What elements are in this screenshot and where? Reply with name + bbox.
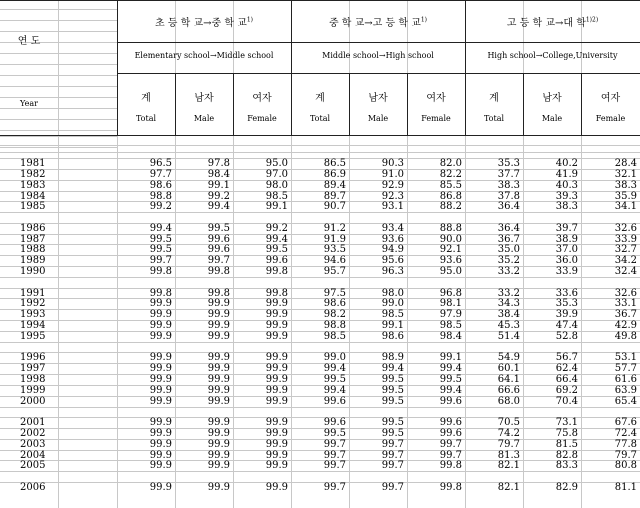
value-cell: 94.6 bbox=[323, 255, 346, 267]
subcol-female-english: Female bbox=[421, 114, 451, 123]
value-cell: 82.1 bbox=[497, 460, 520, 472]
value-cell: 99.5 bbox=[149, 233, 172, 245]
value-cell: 99.1 bbox=[207, 179, 230, 191]
value-cell: 33.9 bbox=[614, 233, 637, 245]
value-cell: 99.5 bbox=[439, 373, 462, 385]
value-cell: 96.3 bbox=[381, 266, 404, 278]
value-cell: 99.5 bbox=[381, 384, 404, 396]
value-cell: 99.9 bbox=[149, 330, 172, 342]
value-cell: 32.6 bbox=[614, 287, 637, 299]
value-cell: 99.8 bbox=[439, 460, 462, 472]
year-cell: 2005 bbox=[20, 460, 46, 472]
value-cell: 98.6 bbox=[323, 298, 346, 310]
value-cell: 88.8 bbox=[439, 222, 462, 234]
year-cell: 1998 bbox=[20, 373, 46, 385]
value-cell: 99.4 bbox=[439, 384, 462, 396]
value-cell: 99.4 bbox=[439, 363, 462, 375]
value-cell: 99.9 bbox=[265, 363, 288, 375]
value-cell: 99.9 bbox=[207, 417, 230, 428]
value-cell: 98.6 bbox=[149, 179, 172, 191]
value-cell: 99.2 bbox=[149, 201, 172, 213]
value-cell: 99.5 bbox=[323, 427, 346, 439]
value-cell: 99.9 bbox=[265, 460, 288, 472]
value-cell: 99.4 bbox=[323, 384, 346, 396]
value-cell: 90.7 bbox=[323, 201, 346, 213]
value-cell: 38.9 bbox=[555, 233, 578, 245]
value-cell: 93.6 bbox=[381, 233, 404, 245]
value-cell: 70.5 bbox=[497, 417, 520, 428]
value-cell: 40.2 bbox=[555, 158, 578, 169]
value-cell: 72.4 bbox=[614, 427, 637, 439]
subcol-female-english: Female bbox=[247, 114, 277, 123]
group-header-high-english: High school→College,University bbox=[487, 51, 618, 60]
value-cell: 98.9 bbox=[381, 352, 404, 364]
value-cell: 80.8 bbox=[614, 460, 637, 472]
value-cell: 86.8 bbox=[439, 190, 462, 202]
subcol-total-korean: 계 bbox=[141, 93, 151, 104]
value-cell: 99.9 bbox=[149, 320, 172, 332]
value-cell: 99.9 bbox=[149, 384, 172, 396]
value-cell: 82.8 bbox=[555, 449, 578, 461]
value-cell: 64.1 bbox=[497, 373, 520, 385]
value-cell: 93.1 bbox=[381, 201, 404, 213]
value-cell: 99.9 bbox=[149, 449, 172, 461]
value-cell: 74.2 bbox=[497, 427, 520, 439]
value-cell: 66.6 bbox=[497, 384, 520, 396]
value-cell: 98.4 bbox=[207, 168, 230, 180]
value-cell: 96.8 bbox=[439, 287, 462, 299]
year-cell: 1992 bbox=[20, 298, 46, 310]
value-cell: 28.4 bbox=[614, 158, 637, 169]
subcol-male-korean: 남자 bbox=[368, 93, 388, 104]
value-cell: 97.0 bbox=[265, 168, 288, 180]
value-cell: 97.8 bbox=[207, 158, 230, 169]
value-cell: 99.9 bbox=[265, 438, 288, 450]
value-cell: 38.3 bbox=[614, 179, 637, 191]
value-cell: 79.7 bbox=[497, 438, 520, 450]
value-cell: 99.9 bbox=[149, 460, 172, 472]
value-cell: 89.4 bbox=[323, 179, 346, 191]
value-cell: 99.5 bbox=[207, 222, 230, 234]
value-cell: 33.2 bbox=[497, 287, 520, 299]
value-cell: 99.9 bbox=[265, 481, 288, 493]
year-cell: 1981 bbox=[20, 158, 46, 169]
value-cell: 35.3 bbox=[497, 158, 520, 169]
value-cell: 99.6 bbox=[439, 417, 462, 428]
value-cell: 98.5 bbox=[381, 309, 404, 321]
value-cell: 34.1 bbox=[614, 201, 637, 213]
value-cell: 81.5 bbox=[555, 438, 578, 450]
value-cell: 95.7 bbox=[323, 266, 346, 278]
value-cell: 39.7 bbox=[555, 222, 578, 234]
value-cell: 98.4 bbox=[439, 330, 462, 342]
value-cell: 54.9 bbox=[497, 352, 520, 364]
year-cell: 1984 bbox=[20, 190, 46, 202]
value-cell: 97.5 bbox=[323, 287, 346, 299]
value-cell: 93.4 bbox=[381, 222, 404, 234]
value-cell: 99.4 bbox=[149, 222, 172, 234]
value-cell: 99.9 bbox=[149, 363, 172, 375]
value-cell: 63.9 bbox=[614, 384, 637, 396]
value-cell: 56.7 bbox=[555, 352, 578, 364]
value-cell: 90.0 bbox=[439, 233, 462, 245]
year-cell: 1987 bbox=[20, 233, 46, 245]
value-cell: 33.1 bbox=[614, 298, 637, 310]
subcol-female-korean: 여자 bbox=[426, 93, 446, 104]
value-cell: 35.3 bbox=[555, 298, 578, 310]
value-cell: 99.7 bbox=[323, 481, 346, 493]
year-cell: 1989 bbox=[20, 255, 46, 267]
value-cell: 99.7 bbox=[381, 460, 404, 472]
value-cell: 99.9 bbox=[149, 352, 172, 364]
value-cell: 98.8 bbox=[323, 320, 346, 332]
value-cell: 99.7 bbox=[323, 460, 346, 472]
value-cell: 52.8 bbox=[555, 330, 578, 342]
value-cell: 99.7 bbox=[439, 438, 462, 450]
value-cell: 99.9 bbox=[265, 449, 288, 461]
group-header-middle-english: Middle school→High school bbox=[322, 51, 434, 60]
value-cell: 99.9 bbox=[265, 427, 288, 439]
year-cell: 2000 bbox=[20, 395, 46, 407]
value-cell: 82.2 bbox=[439, 168, 462, 180]
subcol-male-english: Male bbox=[367, 114, 389, 123]
year-cell: 1983 bbox=[20, 179, 46, 191]
subcol-male-english: Male bbox=[541, 114, 563, 123]
value-cell: 41.9 bbox=[555, 168, 578, 180]
value-cell: 96.5 bbox=[149, 158, 172, 169]
value-cell: 98.0 bbox=[381, 287, 404, 299]
subcol-total-english: Total bbox=[483, 114, 505, 123]
value-cell: 57.7 bbox=[614, 363, 637, 375]
value-cell: 99.7 bbox=[323, 449, 346, 461]
value-cell: 91.0 bbox=[381, 168, 404, 180]
value-cell: 35.9 bbox=[614, 190, 637, 202]
value-cell: 73.1 bbox=[555, 417, 578, 428]
value-cell: 99.8 bbox=[207, 287, 230, 299]
value-cell: 99.6 bbox=[323, 395, 346, 407]
value-cell: 92.9 bbox=[381, 179, 404, 191]
year-cell: 1990 bbox=[20, 266, 46, 278]
value-cell: 83.3 bbox=[555, 460, 578, 472]
year-header-english: Year bbox=[20, 99, 38, 108]
subcol-total-english: Total bbox=[135, 114, 157, 123]
value-cell: 32.1 bbox=[614, 168, 637, 180]
year-cell: 1994 bbox=[20, 320, 46, 332]
value-cell: 99.8 bbox=[149, 287, 172, 299]
value-cell: 99.9 bbox=[149, 438, 172, 450]
value-cell: 37.8 bbox=[497, 190, 520, 202]
value-cell: 66.4 bbox=[555, 373, 578, 385]
subcol-male-korean: 남자 bbox=[194, 93, 214, 104]
value-cell: 68.0 bbox=[497, 395, 520, 407]
value-cell: 99.9 bbox=[149, 417, 172, 428]
year-cell: 2006 bbox=[20, 481, 46, 493]
year-cell: 1986 bbox=[20, 222, 46, 234]
year-cell: 1982 bbox=[20, 168, 46, 180]
value-cell: 99.4 bbox=[207, 201, 230, 213]
value-cell: 94.9 bbox=[381, 244, 404, 256]
subcol-female-korean: 여자 bbox=[252, 93, 272, 104]
value-cell: 99.2 bbox=[265, 222, 288, 234]
value-cell: 99.9 bbox=[265, 384, 288, 396]
subcol-total-english: Total bbox=[309, 114, 331, 123]
year-cell: 1996 bbox=[20, 352, 46, 364]
value-cell: 33.9 bbox=[555, 266, 578, 278]
value-cell: 86.9 bbox=[323, 168, 346, 180]
value-cell: 99.0 bbox=[381, 298, 404, 310]
value-cell: 99.9 bbox=[149, 373, 172, 385]
value-cell: 97.9 bbox=[439, 309, 462, 321]
value-cell: 99.9 bbox=[207, 309, 230, 321]
value-cell: 38.3 bbox=[497, 179, 520, 191]
value-cell: 99.5 bbox=[381, 373, 404, 385]
value-cell: 93.6 bbox=[439, 255, 462, 267]
value-cell: 98.0 bbox=[265, 179, 288, 191]
value-cell: 99.9 bbox=[207, 395, 230, 407]
year-cell: 2002 bbox=[20, 427, 46, 439]
value-cell: 99.5 bbox=[381, 395, 404, 407]
value-cell: 98.5 bbox=[265, 190, 288, 202]
value-cell: 36.0 bbox=[555, 255, 578, 267]
group-header-elementary-korean: 초 등 학 교→중 학 교$^{1)}$ bbox=[154, 16, 254, 29]
value-cell: 42.9 bbox=[614, 320, 637, 332]
subcol-male-english: Male bbox=[193, 114, 215, 123]
value-cell: 99.9 bbox=[149, 395, 172, 407]
value-cell: 99.9 bbox=[207, 384, 230, 396]
value-cell: 60.1 bbox=[497, 363, 520, 375]
value-cell: 99.8 bbox=[439, 481, 462, 493]
group-header-middle-korean: 중 학 교→고 등 학 교$^{1)}$ bbox=[328, 16, 428, 29]
value-cell: 70.4 bbox=[555, 395, 578, 407]
value-cell: 99.6 bbox=[207, 233, 230, 245]
value-cell: 99.4 bbox=[323, 363, 346, 375]
group-header-high-korean: 고 등 학 교→대 학$^{1)2)}$ bbox=[506, 16, 599, 29]
subcol-female-korean: 여자 bbox=[600, 93, 621, 104]
value-cell: 75.8 bbox=[555, 427, 578, 439]
value-cell: 99.7 bbox=[439, 449, 462, 461]
value-cell: 99.9 bbox=[265, 395, 288, 407]
value-cell: 45.3 bbox=[497, 320, 520, 332]
value-cell: 91.2 bbox=[323, 222, 346, 234]
value-cell: 99.8 bbox=[207, 266, 230, 278]
value-cell: 98.2 bbox=[323, 309, 346, 321]
value-cell: 88.2 bbox=[439, 201, 462, 213]
year-cell: 1991 bbox=[20, 287, 46, 299]
value-cell: 99.5 bbox=[381, 427, 404, 439]
value-cell: 99.6 bbox=[439, 395, 462, 407]
value-cell: 99.8 bbox=[265, 266, 288, 278]
value-cell: 35.2 bbox=[497, 255, 520, 267]
year-cell: 1999 bbox=[20, 384, 46, 396]
value-cell: 99.9 bbox=[149, 298, 172, 310]
year-cell: 1985 bbox=[20, 201, 46, 213]
value-cell: 65.4 bbox=[614, 395, 637, 407]
value-cell: 90.3 bbox=[381, 158, 404, 169]
value-cell: 89.7 bbox=[323, 190, 346, 202]
value-cell: 33.2 bbox=[497, 266, 520, 278]
value-cell: 99.9 bbox=[265, 298, 288, 310]
year-cell: 1997 bbox=[20, 363, 46, 375]
value-cell: 95.0 bbox=[439, 266, 462, 278]
value-cell: 82.0 bbox=[439, 158, 462, 169]
value-cell: 35.0 bbox=[497, 244, 520, 256]
value-cell: 95.0 bbox=[265, 158, 288, 169]
value-cell: 36.4 bbox=[497, 222, 520, 234]
value-cell: 99.6 bbox=[265, 255, 288, 267]
value-cell: 99.9 bbox=[207, 363, 230, 375]
value-cell: 69.2 bbox=[555, 384, 578, 396]
value-cell: 86.5 bbox=[323, 158, 346, 169]
value-cell: 99.6 bbox=[439, 427, 462, 439]
value-cell: 32.4 bbox=[614, 266, 637, 278]
value-cell: 99.7 bbox=[149, 255, 172, 267]
subcol-total-korean: 계 bbox=[315, 93, 325, 104]
value-cell: 99.9 bbox=[207, 427, 230, 439]
value-cell: 53.1 bbox=[614, 352, 637, 364]
value-cell: 99.9 bbox=[149, 481, 172, 493]
value-cell: 99.1 bbox=[439, 352, 462, 364]
value-cell: 92.1 bbox=[439, 244, 462, 256]
value-cell: 36.7 bbox=[614, 309, 637, 321]
value-cell: 34.2 bbox=[614, 255, 637, 267]
value-cell: 99.9 bbox=[265, 309, 288, 321]
value-cell: 99.9 bbox=[207, 298, 230, 310]
value-cell: 99.8 bbox=[149, 266, 172, 278]
value-cell: 99.9 bbox=[207, 320, 230, 332]
subcol-female-english: Female bbox=[595, 114, 626, 123]
value-cell: 81.1 bbox=[614, 481, 637, 493]
value-cell: 82.1 bbox=[497, 481, 520, 493]
subcol-total-korean: 계 bbox=[489, 93, 499, 104]
value-cell: 40.3 bbox=[555, 179, 578, 191]
value-cell: 37.0 bbox=[555, 244, 578, 256]
value-cell: 33.6 bbox=[555, 287, 578, 299]
value-cell: 97.7 bbox=[149, 168, 172, 180]
value-cell: 92.3 bbox=[381, 190, 404, 202]
value-cell: 85.5 bbox=[439, 179, 462, 191]
value-cell: 99.7 bbox=[381, 449, 404, 461]
value-cell: 36.4 bbox=[497, 201, 520, 213]
value-cell: 77.8 bbox=[614, 438, 637, 450]
value-cell: 99.6 bbox=[207, 244, 230, 256]
value-cell: 98.6 bbox=[381, 330, 404, 342]
value-cell: 36.7 bbox=[497, 233, 520, 245]
value-cell: 99.5 bbox=[323, 373, 346, 385]
value-cell: 99.9 bbox=[207, 438, 230, 450]
year-cell: 2004 bbox=[20, 449, 46, 461]
value-cell: 34.3 bbox=[497, 298, 520, 310]
value-cell: 62.4 bbox=[555, 363, 578, 375]
value-cell: 91.9 bbox=[323, 233, 346, 245]
value-cell: 99.2 bbox=[207, 190, 230, 202]
value-cell: 99.9 bbox=[265, 330, 288, 342]
value-cell: 99.0 bbox=[323, 352, 346, 364]
year-cell: 1995 bbox=[20, 330, 46, 342]
value-cell: 99.9 bbox=[207, 449, 230, 461]
value-cell: 99.5 bbox=[265, 244, 288, 256]
year-header-korean: 연 도 bbox=[17, 36, 41, 47]
value-cell: 98.5 bbox=[439, 320, 462, 332]
value-cell: 61.6 bbox=[614, 373, 637, 385]
value-cell: 82.9 bbox=[555, 481, 578, 493]
group-header-elementary-english: Elementary school→Middle school bbox=[134, 51, 274, 60]
value-cell: 99.9 bbox=[207, 330, 230, 342]
value-cell: 95.6 bbox=[381, 255, 404, 267]
value-cell: 99.9 bbox=[207, 460, 230, 472]
value-cell: 99.4 bbox=[381, 363, 404, 375]
value-cell: 99.7 bbox=[381, 438, 404, 450]
value-cell: 99.7 bbox=[381, 481, 404, 493]
value-cell: 49.8 bbox=[614, 330, 637, 342]
value-cell: 79.7 bbox=[614, 449, 637, 461]
value-cell: 99.7 bbox=[323, 438, 346, 450]
value-cell: 99.5 bbox=[381, 417, 404, 428]
value-cell: 99.1 bbox=[265, 201, 288, 213]
value-cell: 67.6 bbox=[614, 417, 637, 428]
value-cell: 39.9 bbox=[555, 309, 578, 321]
value-cell: 37.7 bbox=[497, 168, 520, 180]
value-cell: 99.1 bbox=[381, 320, 404, 332]
year-cell: 2003 bbox=[20, 438, 46, 450]
value-cell: 38.3 bbox=[555, 201, 578, 213]
value-cell: 99.9 bbox=[265, 352, 288, 364]
value-cell: 99.9 bbox=[207, 373, 230, 385]
value-cell: 99.9 bbox=[265, 320, 288, 332]
value-cell: 98.8 bbox=[149, 190, 172, 202]
subcol-male-korean: 남자 bbox=[542, 93, 562, 104]
value-cell: 39.3 bbox=[555, 190, 578, 202]
value-cell: 98.5 bbox=[323, 330, 346, 342]
value-cell: 99.8 bbox=[265, 287, 288, 299]
year-cell: 2001 bbox=[20, 417, 46, 428]
value-cell: 99.9 bbox=[207, 481, 230, 493]
year-cell: 1988 bbox=[20, 244, 46, 256]
value-cell: 99.9 bbox=[207, 352, 230, 364]
value-cell: 93.5 bbox=[323, 244, 346, 256]
value-cell: 51.4 bbox=[497, 330, 520, 342]
value-cell: 99.9 bbox=[149, 309, 172, 321]
value-cell: 99.6 bbox=[323, 417, 346, 428]
value-cell: 99.4 bbox=[265, 233, 288, 245]
value-cell: 81.3 bbox=[497, 449, 520, 461]
value-cell: 32.7 bbox=[614, 244, 637, 256]
value-cell: 99.7 bbox=[207, 255, 230, 267]
value-cell: 99.9 bbox=[149, 427, 172, 439]
value-cell: 98.1 bbox=[439, 298, 462, 310]
value-cell: 99.9 bbox=[265, 417, 288, 428]
value-cell: 38.4 bbox=[497, 309, 520, 321]
value-cell: 99.9 bbox=[265, 373, 288, 385]
value-cell: 99.5 bbox=[149, 244, 172, 256]
value-cell: 32.6 bbox=[614, 222, 637, 234]
year-cell: 1993 bbox=[20, 309, 46, 321]
value-cell: 47.4 bbox=[555, 320, 578, 332]
